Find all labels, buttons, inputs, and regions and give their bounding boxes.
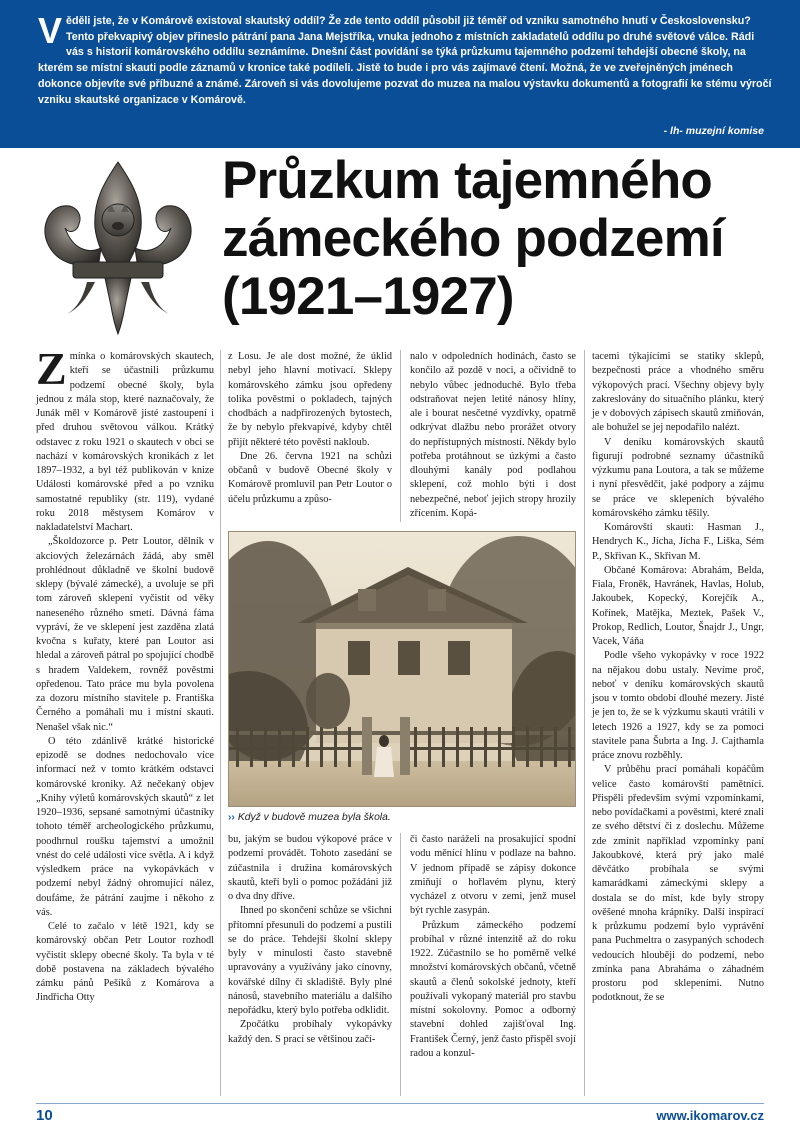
column-divider — [400, 350, 401, 522]
article-dropcap: Z — [36, 343, 67, 394]
paragraph: tacemi týkajícími se statiky sklepů, bezpečnosti práce a vhodného směru výkopových prací. Všechny objevy byly zakreslovány do situačního plánku, který je v dobových zápisech skautů zmiňován, ale bohužel se jej nepodařilo nalézt. — [592, 351, 764, 434]
paragraph-quote: „Školdozorce p. Petr Loutor, dělník v akciových železárnách žádá, aby směl prohlédnout důkladně ve školní budově sklepy (bývalé zámecké), a uvoluje se při tom zároveň sklepení vyčistit od věky naneseného různého smetí. Dávná fáma vypráví, že ve sklepení jest zazděna zlatá kvočna s kuřaty, které pan Loutor asi hledal a zároveň pátral po spojující chodbě s hradem Valdekem, rovněž pověstmi opředenou. Tato práce mu byla povolena za dozoru místního stavitele p. Františka Černého a pomáhali mu i místní skauti. Nenašel však nic.“ — [36, 536, 214, 733]
paragraph: Ihned po skončení schůze se všichni přítomní přesunuli do podzemí a pustili se do práce. Tehdejší školní sklepy byly v minulosti často stavebně upravovány a využívány jako cínovny, kovářské dílny či skladiště. Byly plné nánosů, stavebního materiálu a dalšího nepořádku, který bylo potřeba odklidit. — [228, 905, 392, 1016]
column-divider — [400, 833, 401, 1096]
title-line: Průzkum tajemného — [222, 151, 713, 210]
article-column-4 — [592, 350, 764, 1006]
paragraph: V průběhu prací pomáhali kopáčům velice často komárovští pamětníci. Přispěli především svými vzpomínkami, nebo povídačkami a pověstmi, které znali ze svého dětství či z doslechu. Můžeme zde zmínit například vzpomínky paní Jakoubkové, která prý jako malé děvčátko probíhala se svými kamarádkami zámeckými sklepy a dostala se do míst, kde byly stropy ověšené mnoha krápníky. Další inspirací k průzkumu podzemí bylo vyprávění pana Puchmeltra o zasypaných schodech vedoucích hlouběji do podzemí, nebo zmínka pana Abraháma o záhadném prostoru pod sklepeními. Nutno podotknout, že se — [592, 764, 764, 1004]
title-line: (1921–1927) — [222, 267, 514, 326]
paragraph: Průzkum zámeckého podzemí probíhal v různé intenzitě až do roku 1922. Zúčastnilo se ho poměrně velké množství komárovských občanů, včetně skautů a členů sokolské jednoty, kteří používali vykopaný materiál pro stavbu místní sokolovny. Pomoc a odborný stavební dohled zajišťoval Ing. František Černý, jenž často přispěl svojí radou a konzul- — [410, 919, 576, 1059]
intro-dropcap: V — [38, 10, 63, 51]
title-line: zámeckého podzemí — [222, 209, 724, 268]
paragraph: nalo v odpoledních hodinách, často se končilo až pozdě v noci, a očividně to nebylo vůbec jednoduché. Bylo třeba odstraňovat nejen letité nánosy hlíny, ale i bourat nesčetné vyzdívky, opatrně odkrývat dlažbu nebo prorážet otvory do nepřístupných místností. Někdy bylo potřeba protáhnout se úzkými a často dlouhými kanály pod podlahou sklepení, což mohlo býti i dost nebezpečné, neboť jejich stropy hrozily zřícením. Kopá- — [410, 351, 576, 519]
paragraph-citizens-list: Občané Komárova: Abrahám, Belda, Fiala, Froněk, Havránek, Havlas, Holub, Jakoubek, Kopecký, Korejčík A., Kořínek, Matějka, Meztek, Pašek V., Prokop, Redlich, Loutor, Šnajdr J., Ungr, Vacek, Váňa — [592, 564, 764, 647]
article-column-2-top — [228, 350, 392, 507]
intro-signature: - lh- muzejní komise — [663, 125, 764, 137]
paragraph: bu, jakým se budou výkopové práce v podzemí provádět. Tohoto zasedání se zúčastnila i družina komárovských skautů, kteří byli o pomoc požádáni již o dva dny dříve. — [228, 834, 392, 902]
caption-arrows-icon: ›› — [228, 812, 235, 823]
paragraph: Zmínka o komárovských skautech, kteří se účastnili průzkumu podzemí obecné školy, byla jednou z mála stop, které naznačovaly, že Junák měl v Komárově jisté zastoupení i před druhou světovou válkou. Krátký odstavec z roku 1921 o skautech v obci se nachází v komárovských kronikách z let 1897–1932, a byl též publikován v knize Události komárovské před a po vzniku samostatné republiky (str. 119), vydané roku 2018 městysem Komárov v nakladatelství Machart. — [36, 343, 214, 533]
scout-fleur-de-lis-image — [37, 158, 199, 338]
article-column-1 — [36, 343, 214, 1006]
intro-text: ěděli jste, že v Komárově existoval skautský oddíl? Že zde tento oddíl působil již téměř od vzniku samotného hnutí v Československu? Tento překvapivý objev přineslo pátrání pana Jana Mejstříka, vnuka jednoho z místních zakladatelů oddílu po druhé světové válce. Rádi vás s historií komárovského oddílu seznámíme. Dnešní část povídání se týká průzkumu tajemného podzemí tehdejší obecné školy, na kterém se místní skauti podle záznamů v kronice také podíleli. Jistě to bude i pro vás zajímavé čtení. Možná, že ve zveřejněných jménech dokonce objevíte své příbuzné a známé. Zároveň si vás dovolujeme pozvat do muzea na malou výstavku dokumentů a fotografií ke stému výročí vzniku skautské organizace v Komárově. — [38, 15, 772, 106]
page-number: 10 — [36, 1107, 53, 1124]
paragraph: V deníku komárovských skautů figurují podrobné seznamy účastníků výzkumu pana Loutora, a tak se můžeme i nyní přesvědčit, jaké podpory a zájmu se práce ve sklepeních bývalého komárovského zámku těšily. — [592, 436, 764, 519]
photo-caption — [228, 812, 391, 823]
caption-text: Když v budově muzea byla škola. — [237, 812, 391, 823]
column-divider — [220, 350, 221, 1096]
article-column-3-top — [410, 350, 576, 521]
article-column-2-bottom — [228, 833, 392, 1047]
paragraph: Celé to začalo v létě 1921, kdy se komárovský občan Petr Loutor rozhodl vyčistit sklepy obecné školy. Ta byla v té době postavena na základech bývalého zámku pánů Pešíků z Komárova a Jindřicha Otty — [36, 921, 214, 1004]
paragraph: O této zdánlivě krátké historické epizodě se dodnes nedochovalo více informací než v tomto krátkém odstavci komárovské kroniky. Až nečekaný objev „Knihy výletů komárovských skautů“ z let 1920–1936, sepsané samotnými účastníky tohoto téměř archeologického průzkumu, poodhrnul roušku tajemství a umožnil vnést do celé události více světla. A i když výsledkem práce na vykopávkách v podzemí nebyl žádný ohromující nález, doufáme, že pátrání zaujme i někoho z vás. — [36, 735, 214, 918]
paragraph: Dne 26. června 1921 na schůzi občanů v budově Obecné školy v Komárově promluvil pan Petr Loutor o účelu průzkumu a způso- — [228, 450, 392, 505]
historic-school-photo — [228, 531, 576, 807]
intro-band — [0, 0, 800, 148]
paragraph: Podle všeho vykopávky v roce 1922 na nějakou dobu ustaly. Nevíme proč, neboť v deníku komárovských skautů jsou v tomto období dlouhé mezery. Jisté je jen to, že se k výzkumu skauti vrátili v letech 1926 a 1927, kdy se za pomoci stavitele pana Šubrta a Ing. J. Cajthamla práce znovu rozběhly. — [592, 650, 764, 761]
website-link[interactable]: www.ikomarov.cz — [656, 1108, 764, 1123]
paragraph: Zpočátku probíhaly vykopávky každý den. S prací se většinou začí- — [228, 1019, 392, 1045]
article-column-3-bottom — [410, 833, 576, 1061]
footer-divider — [36, 1103, 764, 1104]
paragraph: či často naráželi na prosakující spodní vodu měnící hlínu v podlaze na bahno. V jednom případě se zápisy dokonce zmiňují o hořlavém plynu, který vycházel z otvoru v zemi, jenž musel být rychle zasypán. — [410, 834, 576, 917]
paragraph: z Losu. Je ale dost možné, že úklid nebyl jeho hlavní motivací. Sklepy komárovského zámku jsou opředeny tolika pověstmi o pokladech, tajných chodbách a nadpřirozených bytostech, že by nebylo překvapivé, kdyby chtěl přijít některé této pověsti nakloub. — [228, 351, 392, 448]
column-divider — [584, 350, 585, 1096]
article-title — [222, 152, 724, 326]
paragraph-scouts-list: Komárovští skauti: Hasman J., Hendrych K., Jícha, Jícha F., Liška, Sém P., Skřivan K., Skřivan M. — [592, 522, 764, 562]
